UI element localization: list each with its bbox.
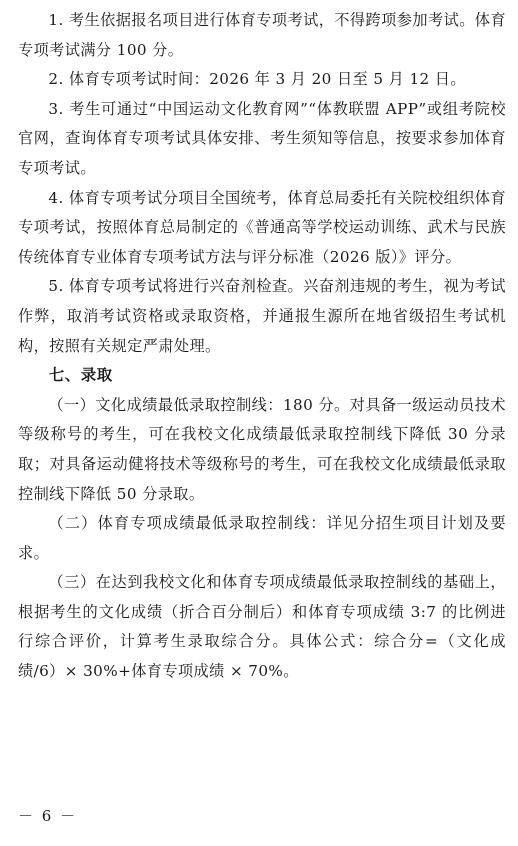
admission-item-1: （一）文化成绩最低录取控制线：180 分。对具备一级运动员技术等级称号的考生，可在我校文化成绩最低录取控制线下降低 30 分录取；对具备运动健将技术等级称号的考生，可在我校文化成绩最低录取控制线下降低 50 分录取。	[18, 395, 506, 503]
admission-item-3: （三）在达到我校文化和体育专项成绩最低录取控制线的基础上，根据考生的文化成绩（折合百分制后）和体育专项成绩 3:7 的比例进行综合评价，计算考生录取综合分。具体公式：综合分=（文化成绩/6）× 30%+体育专项成绩 × 70%。	[18, 573, 506, 681]
page-number: － 6 －	[18, 807, 78, 825]
paragraph-item-2: 2. 体育专项考试时间：2026 年 3 月 20 日至 5 月 12 日。	[48, 70, 466, 89]
paragraph-item-1: 1. 考生依据报名项目进行体育专项考试，不得跨项参加考试。体育专项考试满分 100 分。	[18, 11, 506, 59]
document-body	[18, 6, 506, 687]
section-heading-admission: 七、录取	[48, 366, 113, 385]
paragraph-item-3: 3. 考生可通过“中国运动文化教育网”“体教联盟 APP”或组考院校官网，查询体育专项考试具体安排、考生须知等信息，按要求参加体育专项考试。	[18, 99, 506, 177]
paragraph-item-4: 4. 体育专项考试分项目全国统考，体育总局委托有关院校组织体育专项考试，按照体育总局制定的《普通高等学校运动训练、武术与民族传统体育专业体育专项考试方法与评分标准（2026 版）》评分。	[18, 188, 506, 266]
paragraph-item-5: 5. 体育专项考试将进行兴奋剂检查。兴奋剂违规的考生，视为考试作弊，取消考试资格或录取资格，并通报生源所在地省级招生考试机构，按照有关规定严肃处理。	[18, 277, 506, 355]
admission-item-2: （二）体育专项成绩最低录取控制线：详见分招生项目计划及要求。	[18, 514, 506, 562]
